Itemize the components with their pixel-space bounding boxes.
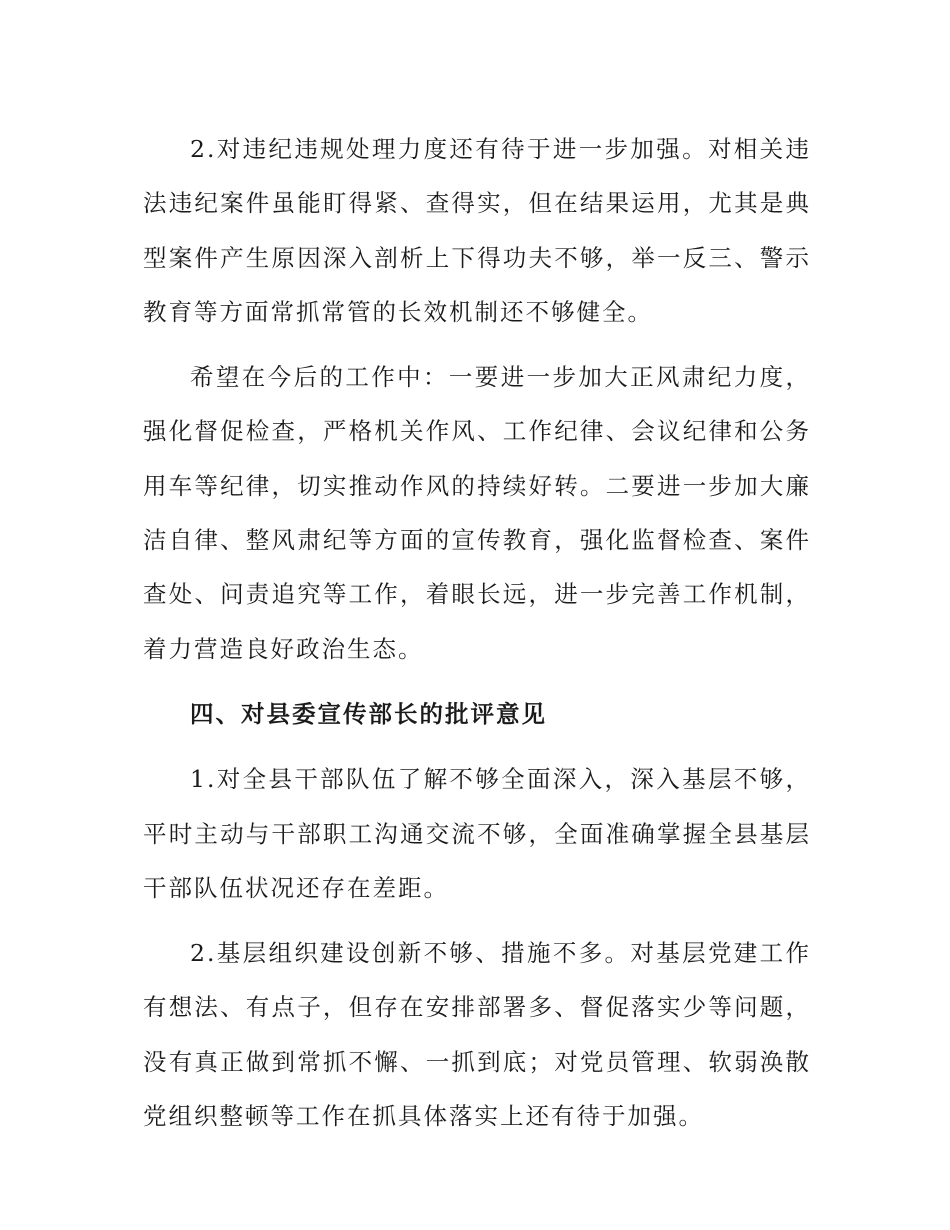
- paragraph-future-hopes: 希望在今后的工作中：一要进一步加大正风肃纪力度，强化督促检查，严格机关作风、工作纪律、会议纪律和公务用车等纪律，切实推动作风的持续好转。二要进一步加大廉洁自律、整风肃纪等方面的宣传教育，强化监督检查、案件查处、问责追究等工作，着眼长远，进一步完善工作机制，着力营造良好政治生态。: [143, 363, 811, 663]
- paragraph-cadre-understanding: 1.对全县干部队伍了解不够全面深入，深入基层不够，平时主动与干部职工沟通交流不够，全面准确掌握全县基层干部队伍状况还存在差距。: [143, 765, 811, 902]
- paragraph-discipline-enforcement: 2.对违纪违规处理力度还有待于进一步加强。对相关违法违纪案件虽能盯得紧、查得实，但在结果运用，尤其是典型案件产生原因深入剖析上下得功夫不够，举一反三、警示教育等方面常抓常管的长效机制还不够健全。: [143, 135, 811, 326]
- paragraph-grassroots-organization: 2.基层组织建设创新不够、措施不多。对基层党建工作有想法、有点子，但存在安排部署多、督促落实少等问题，没有真正做到常抓不懈、一抓到底；对党员管理、软弱涣散党组织整顿等工作在抓具体落实上还有待于加强。: [143, 939, 811, 1131]
- section-heading: 四、对县委宣传部长的批评意见: [190, 699, 547, 728]
- document-body: [143, 122, 811, 1154]
